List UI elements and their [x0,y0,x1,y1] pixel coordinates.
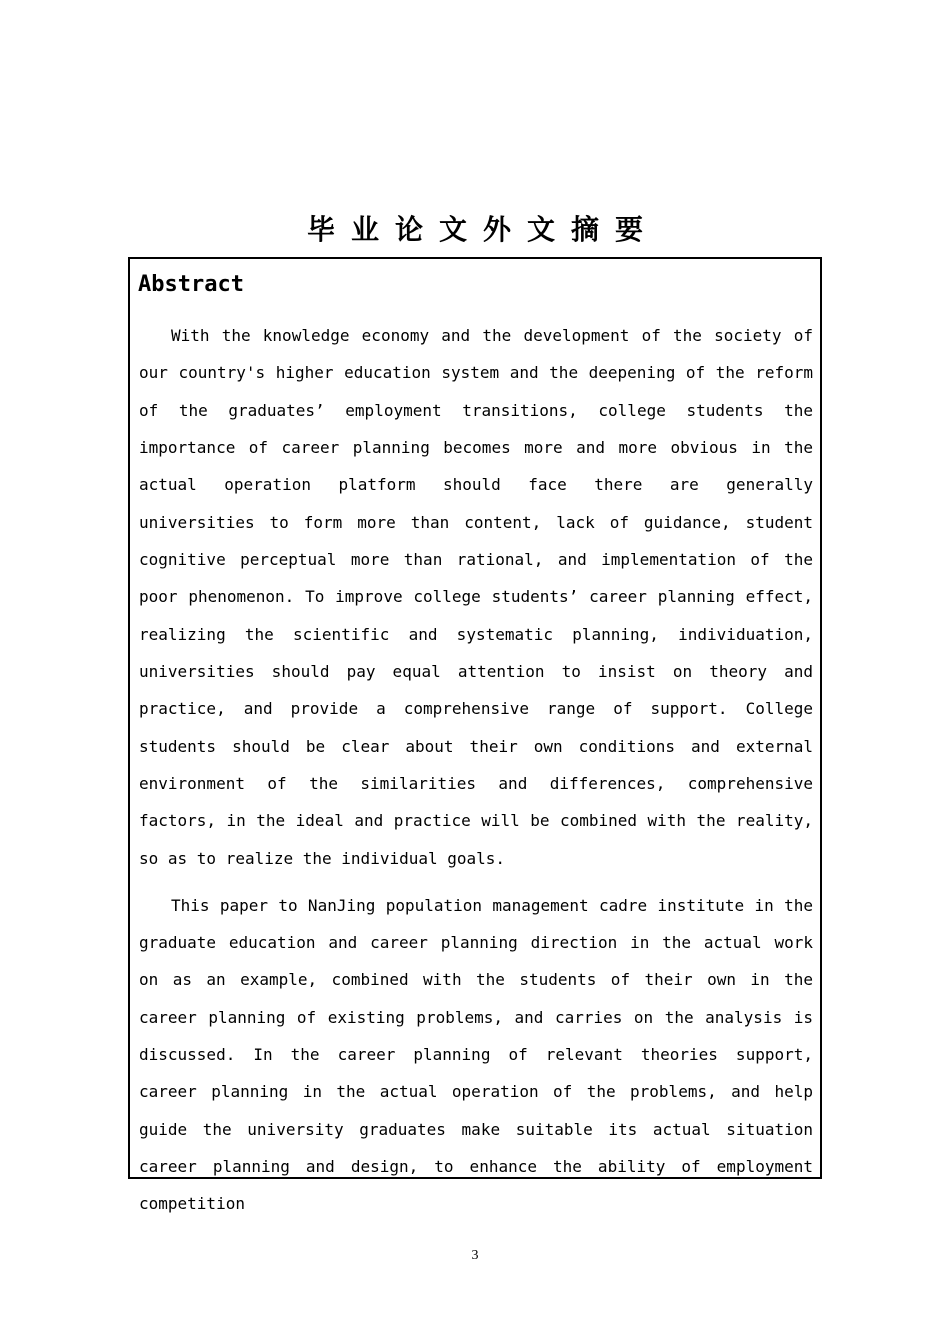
page-number: 3 [471,1248,479,1263]
abstract-paragraph-1: With the knowledge economy and the development of the society of our country's higher education system and the deepening of the reform of the graduates’ employment transitions, college students the importance of career planning becomes more and more obvious in the actual operation platform should face there are generally universities to form more than content, lack of guidance, student cognitive perceptual more than rational, and implementation of the poor phenomenon. To improve college students’ career planning effect, realizing the scientific and systematic planning, individuation, universities should pay equal attention to insist on theory and practice, and provide a comprehensive range of support. College students should be clear about their own conditions and external environment of the similarities and differences, comprehensive factors, in the ideal and practice will be combined with the reality, so as to realize the individual goals. [139,326,813,868]
abstract-heading: Abstract [138,272,244,297]
abstract-box [128,257,822,1214]
abstract-paragraph-2: This paper to NanJing population management cadre institute in the graduate education and career planning direction in the actual work on as an example, combined with the students of their own in the career planning of existing problems, and carries on the analysis is discussed. In the career planning of relevant theories support, career planning in the actual operation of the problems, and help guide the university graduates make suitable its actual situation career planning and design, to enhance the ability of employment competition [139,895,813,1214]
page-title: 毕业论文外文摘要 [306,213,659,246]
abstract-body [139,317,813,1223]
